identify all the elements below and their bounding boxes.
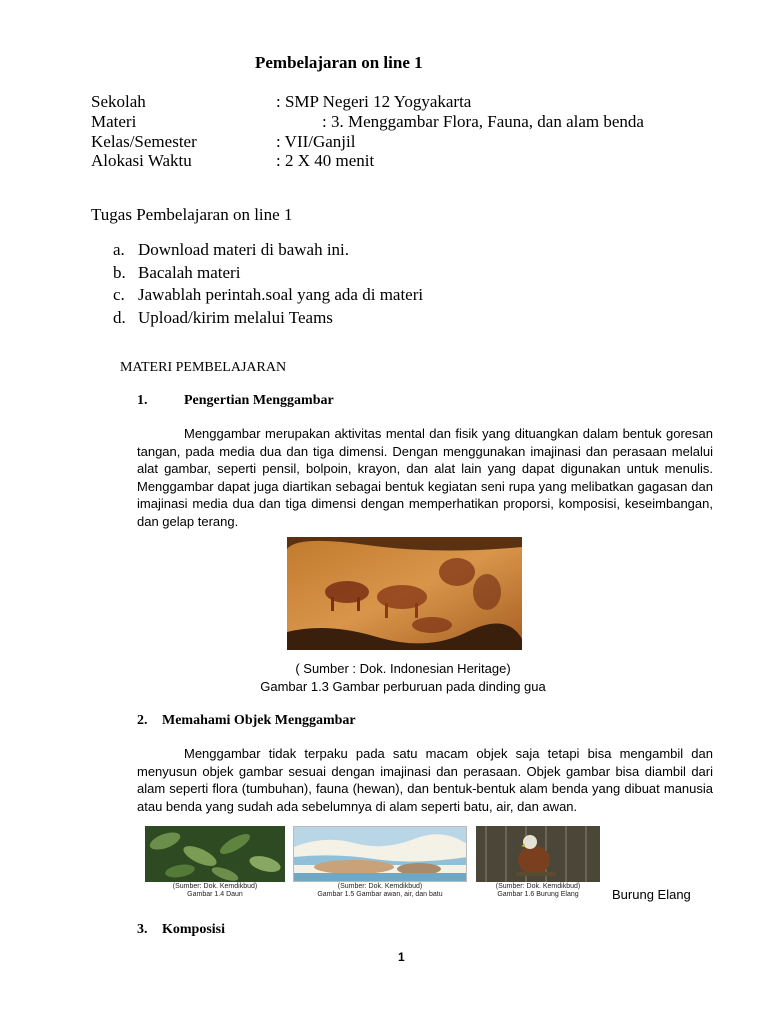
task-item	[113, 285, 423, 305]
info-label-time: Alokasi Waktu	[91, 151, 192, 170]
section-heading: Memahami Objek Menggambar	[162, 713, 356, 728]
task-marker: c.	[113, 285, 125, 304]
eagle-caption	[476, 883, 600, 899]
photo-caption: Gambar 1.4 Daun	[187, 891, 243, 898]
photo-source: (Sumber: Dok. Kemdikbud)	[495, 883, 581, 890]
tasks-title: Tugas Pembelajaran on line 1	[91, 205, 293, 224]
landscape-painting	[293, 826, 467, 882]
info-label-school: Sekolah	[91, 92, 146, 111]
trailing-caption-text: Burung Elang	[612, 887, 691, 902]
photo-caption: Gambar 1.6 Burung Elang	[497, 891, 579, 898]
task-item	[113, 263, 240, 283]
photo-caption: Gambar 1.5 Gambar awan, air, dan batu	[317, 891, 443, 898]
info-value-class: : VII/Ganjil	[276, 132, 356, 151]
section-heading: Komposisi	[162, 922, 226, 937]
section-number: 1.	[137, 393, 148, 408]
photo-source: (Sumber: Dok. Kemdikbud)	[337, 883, 423, 890]
document-title: Pembelajaran on line 1	[255, 53, 423, 72]
task-marker: b.	[113, 263, 126, 282]
landscape-caption	[293, 883, 467, 899]
photo-source: (Sumber: Dok. Kemdikbud)	[172, 883, 258, 890]
task-item	[113, 308, 333, 328]
info-label-subject: Materi	[91, 112, 137, 131]
task-text: Download materi di bawah ini.	[138, 240, 350, 259]
figure-source: ( Sumber : Dok. Indonesian Heritage)	[295, 661, 511, 676]
task-marker: a.	[113, 240, 125, 259]
info-value-school: : SMP Negeri 12 Yogyakarta	[276, 92, 472, 111]
leaf-photo-caption	[145, 883, 285, 899]
eagle-photo	[476, 826, 600, 882]
section-paragraph	[137, 745, 713, 815]
materi-heading: MATERI PEMBELAJARAN	[120, 360, 287, 375]
section-paragraph	[137, 425, 713, 531]
info-label-class: Kelas/Semester	[91, 132, 197, 151]
task-text: Bacalah materi	[138, 263, 241, 282]
task-text: Upload/kirim melalui Teams	[138, 308, 333, 327]
task-item	[113, 240, 349, 260]
page-number: 1	[398, 950, 405, 964]
task-text: Jawablah perintah.soal yang ada di materi	[138, 285, 424, 304]
section-paragraph-text: Menggambar tidak terpaku pada satu macam objek saja tetapi bisa mengambil dan menyusun objek gambar sesuai dengan imajinasi dan perasaan. Objek gambar bisa diambil dari alam seperti flora (tumbuhan), fauna (hewan), dan bentuk-bentuk alam benda yang dibuat manusia atau benda yang sudah ada sebelumnya di alam seperti batu, air, dan awan.	[137, 746, 713, 814]
section-number: 3.	[137, 922, 148, 937]
task-marker: d.	[113, 308, 126, 327]
info-value-subject: : 3. Menggambar Flora, Fauna, dan alam benda	[322, 112, 644, 131]
leaf-photo	[145, 826, 285, 882]
section-paragraph-text: Menggambar merupakan aktivitas mental dan fisik yang dituangkan dalam bentuk goresan tangan, pada media dua dan tiga dimensi. Dengan menggunakan imajinasi dan perasaan melalui alat gambar, seperti pensil, bolpoin, krayon, dan alat lain yang dapat digunakan untuk menulis. Menggambar dapat juga diartikan sebagai bentuk kegiatan seni rupa yang melibatkan gagasan dan imajinasi media dua dan tiga dimensi dengan memperhatikan proporsi, komposisi, keseimbangan, dan gelap terang.	[137, 426, 713, 529]
cave-painting-image	[287, 537, 522, 650]
section-number: 2.	[137, 713, 148, 728]
info-value-time: : 2 X 40 menit	[276, 151, 375, 170]
figure-caption: Gambar 1.3 Gambar perburuan pada dinding gua	[260, 679, 546, 694]
section-heading: Pengertian Menggambar	[184, 393, 334, 408]
